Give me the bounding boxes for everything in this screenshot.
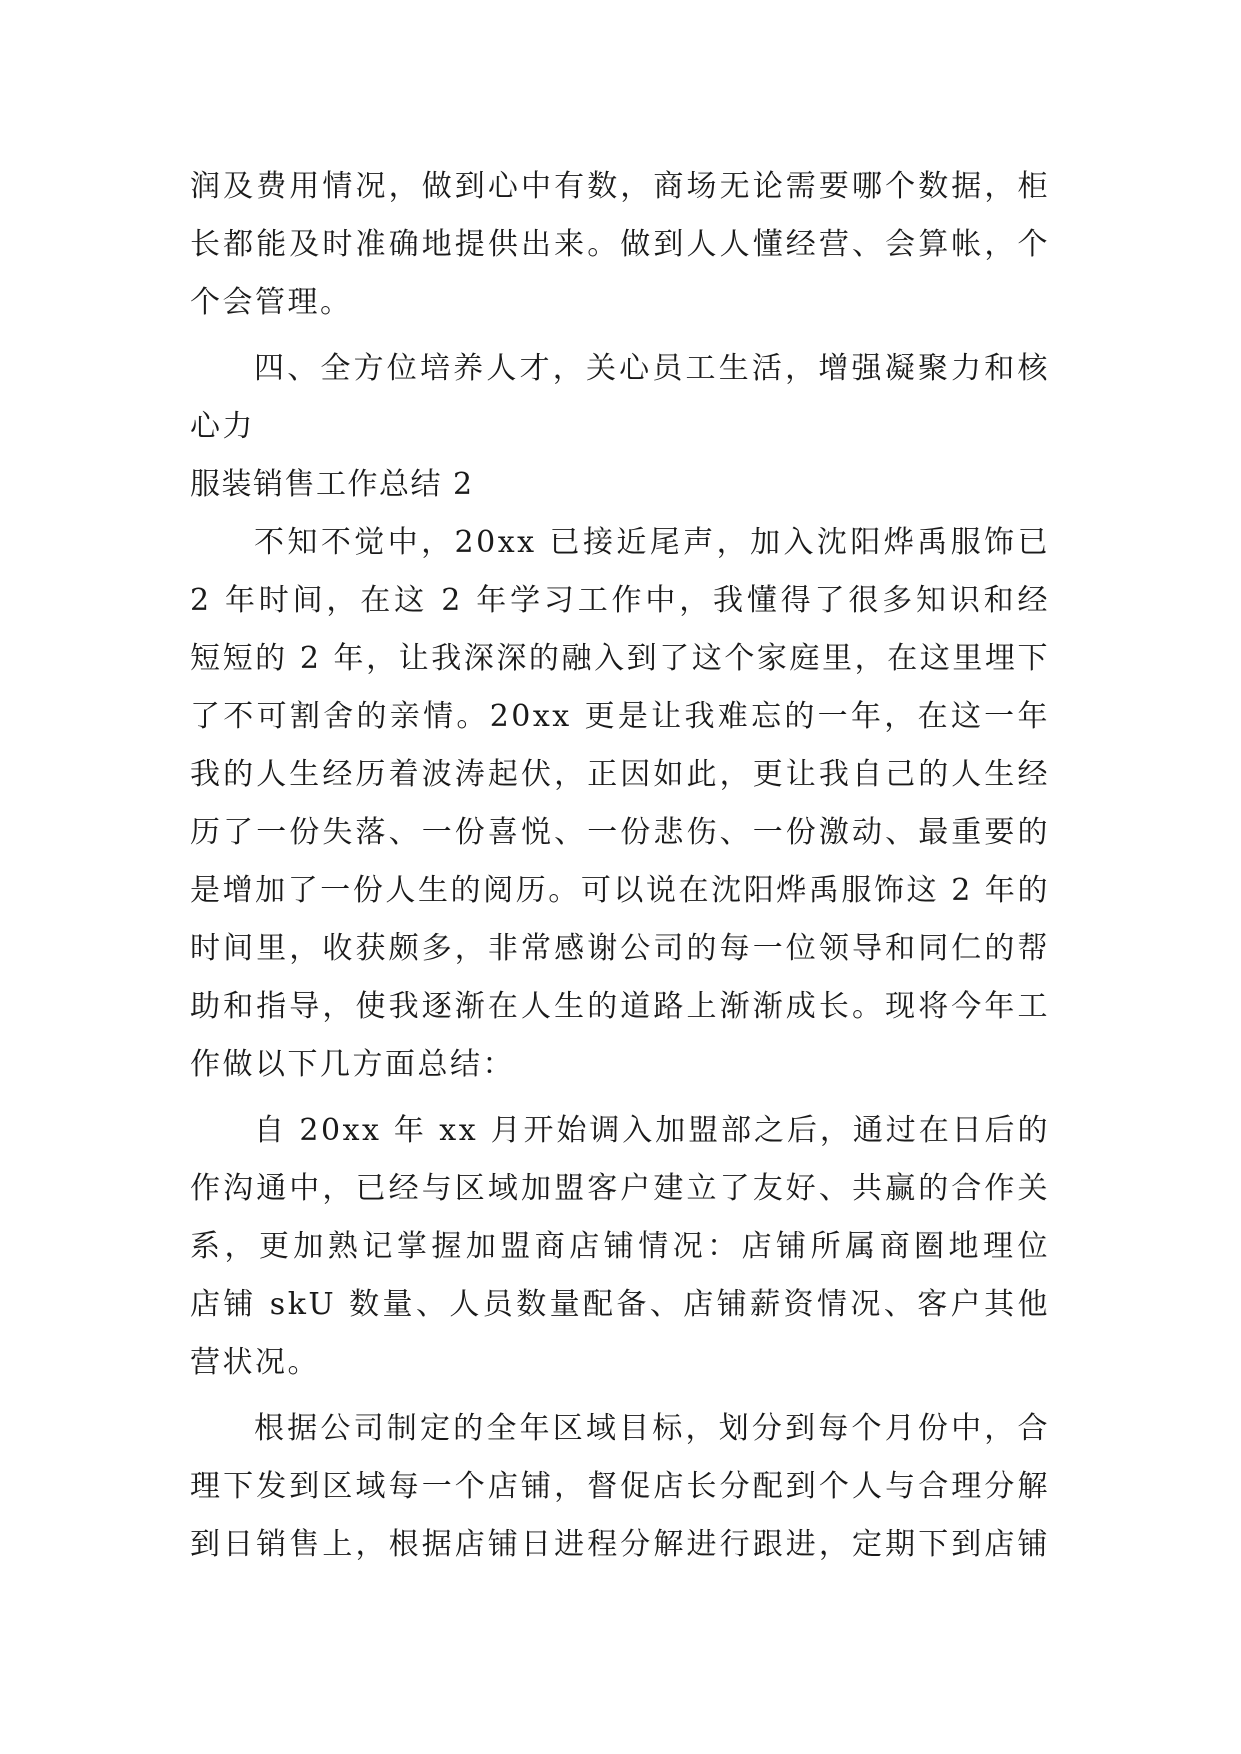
section-heading-talent: [190, 340, 1050, 456]
text-line: 到日销售上，根据店铺日进程分解进行跟进，定期下到店铺: [190, 1527, 1050, 1562]
text-line: 作沟通中，已经与区域加盟客户建立了友好、共赢的合作关: [190, 1171, 1050, 1206]
text-line: 理下发到区域每一个店铺，督促店长分配到个人与合理分解: [190, 1469, 1050, 1504]
paragraph-targets: [190, 1400, 1050, 1574]
document-body: [190, 158, 1050, 1574]
paragraph-franchise: [190, 1102, 1050, 1392]
text-line: 作做以下几方面总结：: [190, 1047, 515, 1082]
document-title-2: 服装销售工作总结 2: [190, 467, 474, 502]
text-line: 时间里，收获颇多，非常感谢公司的每一位领导和同仁的帮: [190, 931, 1050, 966]
text-line: 我的人生经历着波涛起伏，正因如此，更让我自己的人生经: [190, 757, 1050, 792]
text-line: 心力: [190, 409, 255, 444]
text-line: 四、全方位培养人才，关心员工生活，增强凝聚力和核: [254, 351, 1050, 386]
text-line: 助和指导，使我逐渐在人生的道路上渐渐成长。现将今年工: [190, 989, 1050, 1024]
text-line: 店铺 skU 数量、人员数量配备、店铺薪资情况、客户其他: [190, 1287, 1050, 1322]
text-line: 不知不觉中，20xx 已接近尾声，加入沈阳烨禹服饰已: [254, 525, 1050, 560]
text-line: 是增加了一份人生的阅历。可以说在沈阳烨禹服饰这 2 年的: [190, 873, 1050, 908]
text-line: 了不可割舍的亲情。20xx 更是让我难忘的一年，在这一年: [190, 699, 1050, 734]
text-line: 自 20xx 年 xx 月开始调入加盟部之后，通过在日后的: [254, 1113, 1050, 1148]
text-line: 长都能及时准确地提供出来。做到人人懂经营、会算帐，个: [190, 227, 1050, 262]
text-line: 润及费用情况，做到心中有数，商场无论需要哪个数据，柜: [190, 169, 1050, 204]
text-line: 短短的 2 年，让我深深的融入到了这个家庭里，在这里埋下: [190, 641, 1050, 676]
text-line: 历了一份失落、一份喜悦、一份悲伤、一份激动、最重要的: [190, 815, 1050, 850]
paragraph-intro: [190, 514, 1050, 1094]
text-line: 个会管理。: [190, 285, 353, 320]
text-line: 2 年时间，在这 2 年学习工作中，我懂得了很多知识和经: [190, 583, 1050, 618]
text-line: 根据公司制定的全年区域目标，划分到每个月份中，合: [254, 1411, 1050, 1446]
paragraph-cost-management: [190, 158, 1050, 332]
text-line: 系，更加熟记掌握加盟商店铺情况：店铺所属商圈地理位: [190, 1229, 1050, 1264]
text-line: 营状况。: [190, 1345, 320, 1380]
